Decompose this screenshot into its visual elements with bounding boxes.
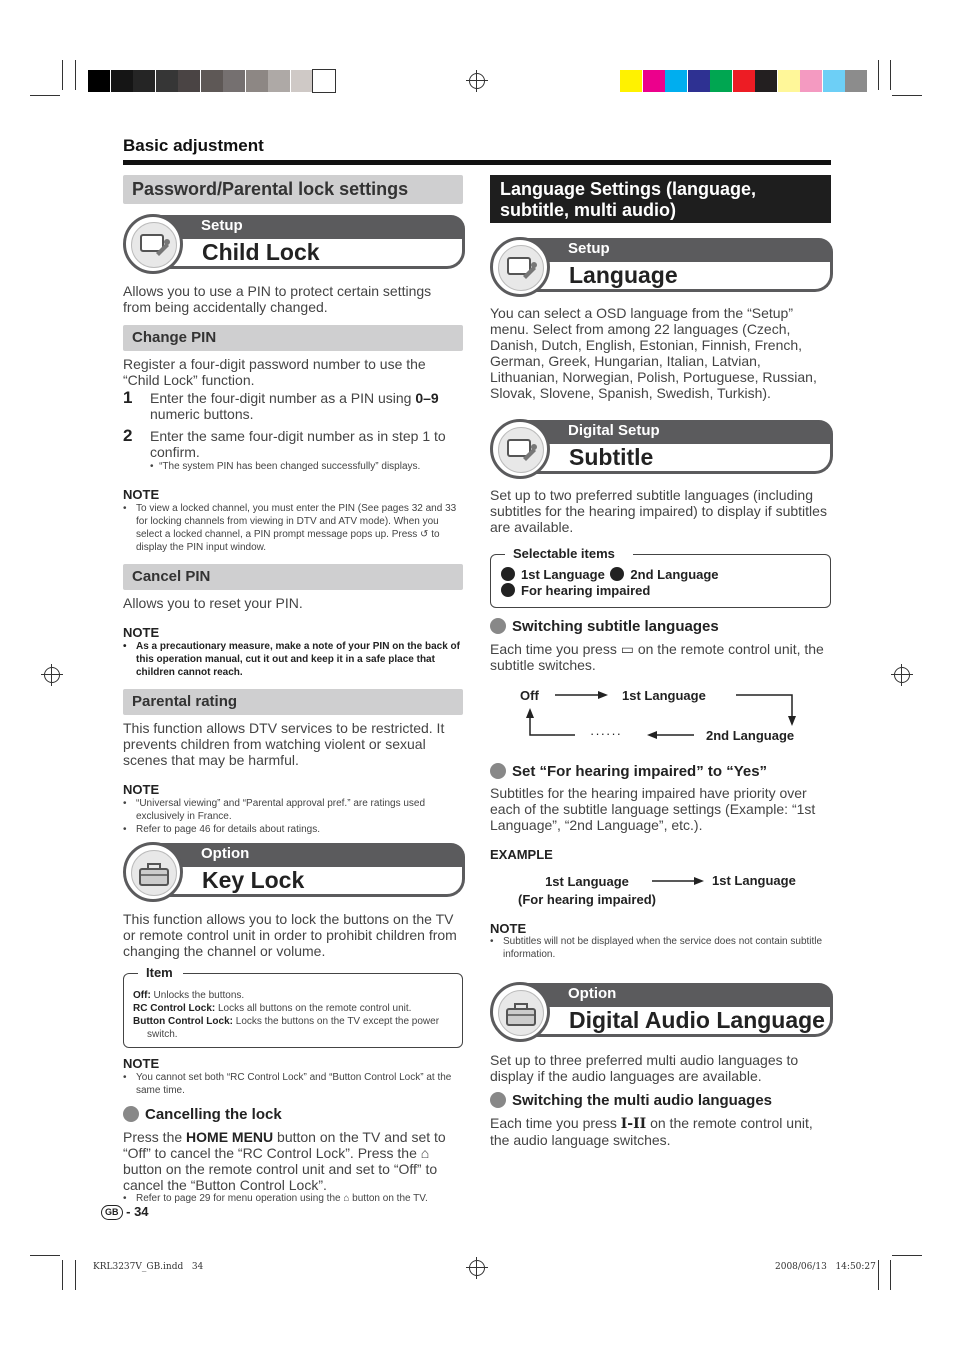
calibration-swatch: [201, 70, 223, 92]
note-list: [123, 797, 463, 836]
note-text: • As a precautionary measure, make a note of your PIN on the back of this operation manual, cut it out and keep it in a safe place that children cannot reach.: [123, 641, 460, 678]
region-badge: GB: [101, 1205, 123, 1220]
key-lock-description: This function allows you to lock the buttons on the TV or remote control unit in order to prohibit children from changing the channel or volume.: [123, 911, 457, 959]
item-entry: Off: Unlocks the buttons.: [133, 990, 245, 1001]
calibration-swatch: [733, 70, 755, 92]
switch-audio-title: Switching the multi audio languages: [490, 1092, 772, 1109]
calibration-swatch: [291, 70, 313, 92]
selectable-items-box: [490, 546, 831, 608]
bullet-icon: [501, 567, 515, 581]
calibration-swatch: [178, 70, 200, 92]
note-title: NOTE: [123, 1056, 160, 1071]
language-description: You can select a OSD language from the “Setup” menu. Select from among 22 languages (Czech, Danish, Dutch, English, Estonian, Finnish, French, German, Greek, Hungarian, Italian, Latvian, Lithuanian, Norwegian, Polish, Portuguese, Russian, Slovak, Slovene, Spanish, Swedish, Turkish).: [490, 305, 817, 401]
calibration-swatch: [800, 70, 822, 92]
section-title: Password/Parental lock settings: [123, 175, 463, 204]
subtitle-flow-diagram: [490, 684, 832, 744]
flow-first-language: 1st Language: [622, 688, 706, 703]
cancel-pin-header: Cancel PIN: [123, 564, 463, 590]
print-file-info: KRL3237V_GB.indd 34: [93, 1262, 204, 1272]
language-banner: [490, 238, 833, 292]
print-timestamp: 2008/06/13 14:50:27: [775, 1262, 876, 1272]
note-text: • Subtitles will not be displayed when the service does not contain subtitle information.: [490, 936, 823, 960]
wrench-tv-icon: [123, 214, 183, 274]
calibration-swatch: [268, 70, 290, 92]
flow-second-language: 2nd Language: [706, 728, 795, 743]
calibration-swatch: [88, 70, 110, 92]
child-lock-description: Allows you to use a PIN to protect certain settings from being accidentally changed.: [123, 283, 432, 315]
subtitle-description: Set up to two preferred subtitle languages (including subtitles for the hearing impaired) to display if subtitles are available.: [490, 487, 827, 535]
bullet-icon: [501, 583, 515, 597]
flow-off: Off: [520, 688, 539, 703]
step-text: Enter the same four-digit number as in step 1 to confirm.: [150, 428, 446, 460]
calibration-swatch: [620, 70, 642, 92]
banner-title: Language: [520, 262, 833, 292]
step-2: [123, 428, 463, 460]
selectable-item: 1st Language: [521, 567, 605, 582]
menu-label: Option: [520, 983, 833, 1007]
banner-title: Digital Audio Language: [520, 1007, 833, 1037]
calibration-swatch: [643, 70, 665, 92]
menu-label: Setup: [520, 238, 833, 262]
calibration-swatch: [688, 70, 710, 92]
subtitle-banner: [490, 420, 833, 474]
audio-description: Set up to three preferred multi audio languages to display if the audio languages are available.: [490, 1052, 799, 1084]
note-title: NOTE: [123, 625, 160, 640]
note-item: • Refer to page 46 for details about ratings.: [123, 824, 321, 835]
note-title: NOTE: [123, 782, 160, 797]
menu-label: Option: [153, 843, 465, 867]
registration-mark-icon: [469, 73, 485, 89]
banner-title: Key Lock: [153, 867, 465, 897]
calibration-swatch: [133, 70, 155, 92]
menu-label: Digital Setup: [520, 420, 833, 444]
child-lock-banner: [123, 215, 465, 269]
example-arrow-icon: [650, 875, 706, 887]
note-text: • To view a locked channel, you must enter the PIN (See pages 32 and 33 for locking channels from viewing in DTV and ATV mode). When you select a locked channel, a PIN prompt message pops up. Press ↺ to display the PIN input window.: [123, 503, 457, 553]
example-right: 1st Language: [712, 873, 796, 888]
item-box: [123, 965, 463, 1048]
note-title: NOTE: [490, 921, 527, 936]
toolbox-icon: [123, 842, 183, 902]
selectable-item: For hearing impaired: [521, 583, 651, 598]
calibration-swatch: [313, 70, 335, 92]
switch-subtitle-title: Switching subtitle languages: [490, 618, 719, 635]
calibration-swatch: [156, 70, 178, 92]
item-entry: RC Control Lock: Locks all buttons on the remote control unit.: [133, 1003, 412, 1014]
calibration-swatch: [111, 70, 133, 92]
calibration-swatch: [223, 70, 245, 92]
registration-mark-icon: [44, 667, 60, 683]
digital-tv-icon: [490, 419, 550, 479]
step-number: 2: [123, 426, 133, 445]
parental-rating-description: This function allows DTV services to be restricted. It prevents children from watching violent or sexual scenes that may be harmful.: [123, 720, 445, 768]
calibration-swatch: [665, 70, 687, 92]
registration-mark-icon: [469, 1260, 485, 1276]
menu-label: Setup: [153, 215, 465, 239]
wrench-tv-icon: [490, 237, 550, 297]
step-text: Enter the four-digit number as a PIN using: [150, 390, 416, 406]
note-item: • “Universal viewing” and “Parental approval pref.” are ratings used exclusively in France.: [123, 798, 426, 822]
selectable-item: 2nd Language: [630, 567, 719, 582]
switch-subtitle-description: Each time you press ▭ on the remote control unit, the subtitle switches.: [490, 641, 824, 673]
cancel-lock-title: Cancelling the lock: [123, 1106, 282, 1123]
parental-rating-header: Parental rating: [123, 689, 463, 715]
step-1: [123, 390, 463, 422]
bullet-icon: [490, 1092, 506, 1108]
step-sub-note: • “The system PIN has been changed successfully” displays.: [150, 461, 421, 472]
hearing-impaired-title: Set “For hearing impaired” to “Yes”: [490, 763, 767, 780]
bullet-icon: [610, 567, 624, 581]
bullet-icon: [490, 618, 506, 634]
item-entry: Button Control Lock: Locks the buttons on the TV except the power switch.: [133, 1016, 440, 1040]
page-number: GB - 34: [101, 1204, 149, 1220]
step-bold: 0–9: [415, 390, 439, 406]
banner-title: Subtitle: [520, 444, 833, 474]
calibration-swatch: [710, 70, 732, 92]
toolbox-icon: [490, 982, 550, 1042]
bullet-icon: [123, 1106, 139, 1122]
flow-dots: ······: [590, 726, 622, 741]
cancel-lock-note: • Refer to page 29 for menu operation using the ⌂ button on the TV.: [123, 1193, 428, 1204]
section-title: Language Settings (language, subtitle, multi audio): [490, 175, 831, 223]
step-text-after: numeric buttons.: [150, 406, 254, 422]
cancel-lock-description: Press the HOME MENU button on the TV and set to “Off” to cancel the “RC Control Lock”. Press the ⌂ button on the remote control unit and set to “Off” to cancel the “Button Control Lock”.: [123, 1129, 446, 1193]
item-box-title: Item: [138, 965, 183, 980]
note-text: • You cannot set both “RC Control Lock” and “Button Control Lock” at the same time.: [123, 1072, 452, 1096]
calibration-swatch: [845, 70, 867, 92]
audio-banner: [490, 983, 833, 1037]
registration-mark-icon: [894, 667, 910, 683]
example-left: 1st Language (For hearing impaired): [518, 874, 656, 907]
note-title: NOTE: [123, 487, 160, 502]
header-rule: [123, 160, 831, 165]
banner-title: Child Lock: [153, 239, 465, 269]
calibration-swatch: [778, 70, 800, 92]
calibration-swatch: [246, 70, 268, 92]
calibration-swatch: [823, 70, 845, 92]
switch-audio-description: Each time you press I-II on the remote control unit, the audio language switches.: [490, 1115, 813, 1148]
change-pin-header: Change PIN: [123, 325, 463, 351]
section-label: Basic adjustment: [123, 136, 264, 155]
step-number: 1: [123, 388, 133, 407]
key-lock-banner: [123, 843, 465, 897]
calibration-swatch: [755, 70, 777, 92]
example-title: EXAMPLE: [490, 847, 553, 862]
hearing-impaired-description: Subtitles for the hearing impaired have priority over each of the subtitle language settings (Example: “1st Language”, “2nd Language”, etc.).: [490, 785, 816, 833]
audio-key-icon: I-II: [620, 1116, 647, 1132]
change-pin-description: Register a four-digit password number to use the “Child Lock” function.: [123, 356, 426, 388]
cancel-pin-description: Allows you to reset your PIN.: [123, 595, 303, 611]
bullet-icon: [490, 763, 506, 779]
selectable-items-title: Selectable items: [505, 546, 633, 561]
